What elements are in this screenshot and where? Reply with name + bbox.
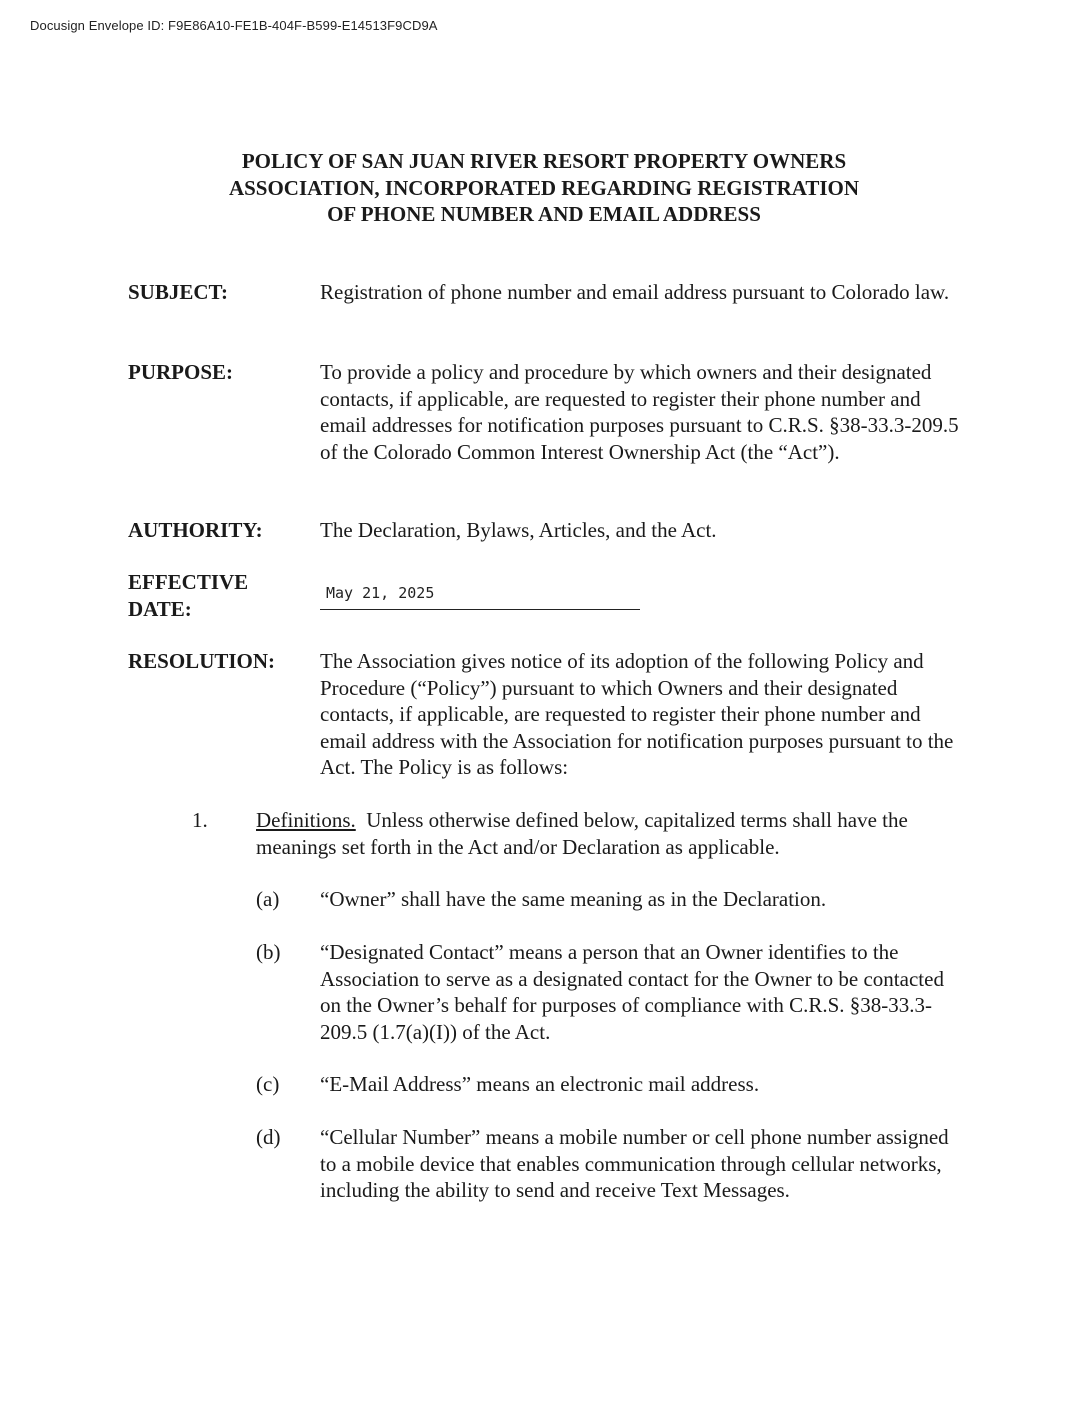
subject-text: Registration of phone number and email address pursuant to Colorado law. bbox=[320, 280, 950, 304]
purpose-row bbox=[128, 359, 960, 465]
authority-row bbox=[128, 517, 960, 544]
section-definitions bbox=[192, 807, 960, 860]
title-line-3: OF PHONE NUMBER AND EMAIL ADDRESS bbox=[327, 202, 761, 226]
section-body bbox=[256, 807, 960, 860]
effective-date-label-line-2: DATE: bbox=[128, 596, 192, 621]
definition-text: “Designated Contact” means a person that an Owner identifies to the Association to serve as a designated contact for the Owner to be contacted on the Owner’s behalf for purposes of compliance with C.R.S. §38-33.3-209.5 (1.7(a)(I)) of the Act. bbox=[320, 940, 944, 1044]
resolution-label: RESOLUTION: bbox=[128, 649, 276, 673]
definition-item bbox=[256, 886, 960, 913]
subject-row bbox=[128, 279, 960, 306]
definition-text: “E-Mail Address” means an electronic mail address. bbox=[320, 1072, 760, 1096]
section-heading: Definitions. bbox=[256, 808, 356, 832]
definition-text: “Cellular Number” means a mobile number or cell phone number assigned to a mobile device that enables communication through cellular networks, including the ability to send and receive Text Messages. bbox=[320, 1125, 949, 1202]
effective-date-label-line-1: EFFECTIVE bbox=[128, 570, 249, 594]
resolution-text: The Association gives notice of its adoption of the following Policy and Procedure (“Policy”) pursuant to which Owners and their designated contacts, if applicable, are requested to register their phone number and email address with the Association for notification purposes pursuant to the Act. The Policy is as follows: bbox=[320, 649, 954, 779]
effective-date-field[interactable] bbox=[320, 582, 640, 610]
resolution-row bbox=[128, 648, 960, 781]
docusign-envelope-id: Docusign Envelope ID: F9E86A10-FE1B-404F-B599-E14513F9CD9A bbox=[30, 18, 438, 33]
definition-marker: (b) bbox=[256, 940, 281, 964]
effective-date-row bbox=[128, 569, 960, 625]
definition-marker: (a) bbox=[256, 887, 280, 911]
section-number: 1. bbox=[192, 808, 208, 832]
definition-marker: (d) bbox=[256, 1125, 281, 1149]
document-title bbox=[128, 148, 960, 228]
definition-marker: (c) bbox=[256, 1072, 280, 1096]
effective-date-label bbox=[128, 569, 313, 622]
section-text: Unless otherwise defined below, capitalized terms shall have the meanings set forth in the Act and/or Declaration as applicable. bbox=[256, 808, 908, 859]
definition-text: “Owner” shall have the same meaning as in the Declaration. bbox=[320, 887, 827, 911]
title-line-1: POLICY OF SAN JUAN RIVER RESORT PROPERTY OWNERS bbox=[241, 149, 847, 173]
definition-item bbox=[256, 1124, 960, 1204]
purpose-label: PURPOSE: bbox=[128, 360, 233, 384]
effective-date-value: May 21, 2025 bbox=[326, 584, 435, 602]
title-line-2: ASSOCIATION, INCORPORATED REGARDING REGISTRATION bbox=[228, 175, 860, 200]
subject-label: SUBJECT: bbox=[128, 280, 228, 304]
definition-item bbox=[256, 1071, 960, 1098]
definition-item bbox=[256, 939, 960, 1045]
authority-label: AUTHORITY: bbox=[128, 518, 263, 542]
authority-text: The Declaration, Bylaws, Articles, and the Act. bbox=[320, 518, 717, 542]
purpose-text: To provide a policy and procedure by which owners and their designated contacts, if applicable, are requested to register their phone number and email addresses for notification purposes pursuant to C.R.S. §38-33.3-209.5 of the Colorado Common Interest Ownership Act (the “Act”). bbox=[320, 360, 959, 464]
